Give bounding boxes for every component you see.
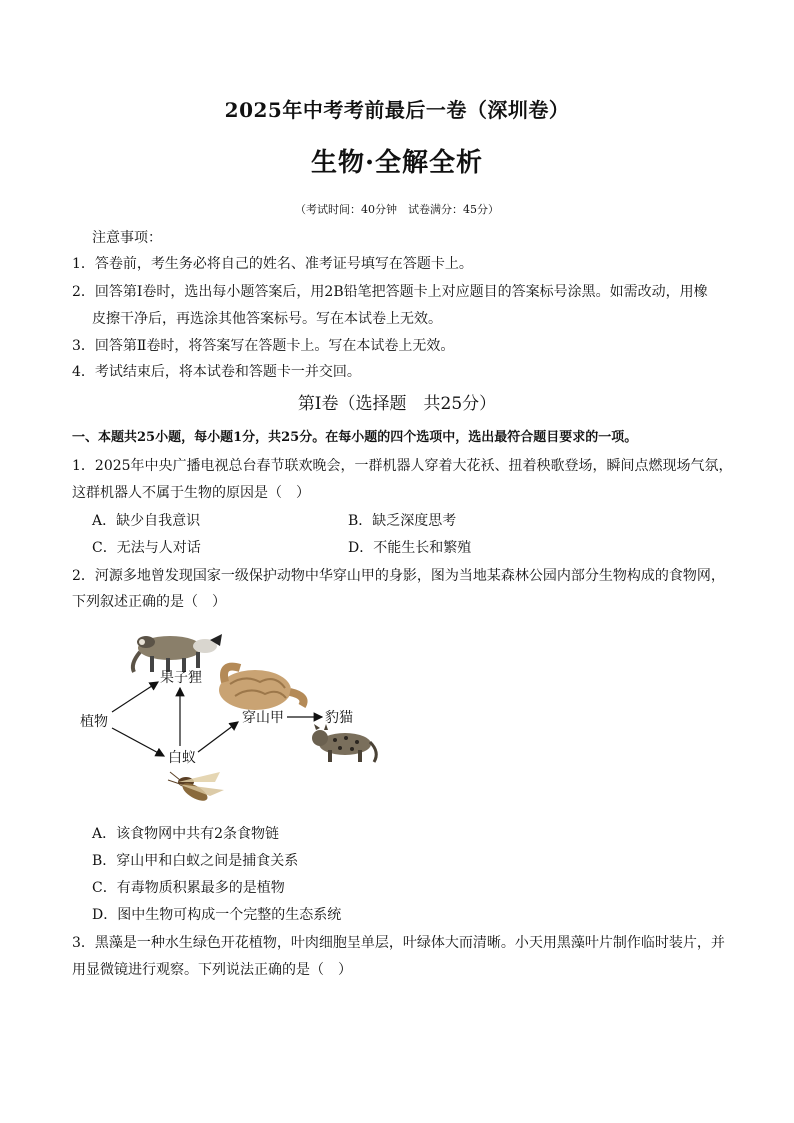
exam-info: （考试时间：40分钟 试卷满分：45分） — [295, 203, 499, 216]
food-web-diagram — [70, 622, 390, 817]
question-2-option-b: B．穿山甲和白蚁之间是捕食关系 — [92, 853, 299, 869]
note-item: 1．答卷前，考生务必将自己的姓名、准考证号填写在答题卡上。 — [72, 256, 473, 272]
question-3-stem: 3．黑藻是一种水生绿色开花植物，叶肉细胞呈单层，叶绿体大而清晰。小天用黑藻叶片制作临时装片，并 — [72, 935, 725, 951]
question-1-stem-cont: 这群机器人不属于生物的原因是（ ） — [72, 485, 310, 501]
node-termite: 白蚁 — [168, 750, 196, 766]
exam-title: 2025年中考考前最后一卷（深圳卷） — [224, 98, 570, 122]
node-civet: 果子狸 — [160, 670, 202, 686]
arrow-termite-pangolin — [198, 722, 238, 752]
question-2-stem-cont: 下列叙述正确的是（ ） — [72, 594, 226, 610]
termite-image — [168, 772, 224, 804]
arrow-plant-termite — [112, 728, 164, 756]
arrow-plant-civet — [112, 682, 158, 712]
question-2-stem: 2．河源多地曾发现国家一级保护动物中华穿山甲的身影，图为当地某森林公园内部分生物构成的食物网， — [72, 568, 725, 584]
note-item-continued: 皮擦干净后，再选涂其他答案标号。写在本试卷上无效。 — [92, 311, 442, 327]
question-3-stem-cont: 用显微镜进行观察。下列说法正确的是（ ） — [72, 962, 352, 978]
section-title: 第Ⅰ卷（选择题 共25分） — [297, 394, 497, 414]
civet-image — [133, 634, 222, 672]
node-leopard-cat: 豹猫 — [325, 710, 353, 726]
question-2-option-c: C．有毒物质积累最多的是植物 — [92, 880, 285, 896]
question-1-stem: 1．2025年中央广播电视总台春节联欢晚会，一群机器人穿着大花袄、扭着秧歌登场，瞬间点燃现场气氛， — [72, 458, 733, 474]
question-2-option-d: D．图中生物可构成一个完整的生态系统 — [92, 907, 342, 923]
question-1-option-c: C．无法与人对话 — [92, 540, 201, 556]
node-pangolin: 穿山甲 — [242, 710, 284, 726]
section-instruction: 一、本题共25小题，每小题1分，共25分。在每小题的四个选项中，选出最符合题目要求的一项。 — [72, 430, 638, 445]
pangolin-image — [219, 667, 304, 710]
question-1-option-d: D．不能生长和繁殖 — [348, 540, 472, 556]
question-1-option-a: A．缺少自我意识 — [92, 513, 201, 529]
question-1-option-b: B．缺乏深度思考 — [348, 513, 457, 529]
question-2-option-a: A．该食物网中共有2条食物链 — [92, 826, 280, 842]
note-item: 2．回答第Ⅰ卷时，选出每小题答案后，用2B铅笔把答题卡上对应题目的答案标号涂黑。如需改动，用橡 — [72, 284, 708, 300]
leopard-cat-image — [312, 724, 376, 762]
exam-subtitle: 生物·全解全析 — [310, 148, 484, 178]
note-item: 4．考试结束后，将本试卷和答题卡一并交回。 — [72, 364, 361, 380]
notes-heading: 注意事项： — [92, 230, 162, 246]
node-plant: 植物 — [80, 714, 108, 730]
note-item: 3．回答第Ⅱ卷时，将答案写在答题卡上。写在本试卷上无效。 — [72, 338, 455, 354]
